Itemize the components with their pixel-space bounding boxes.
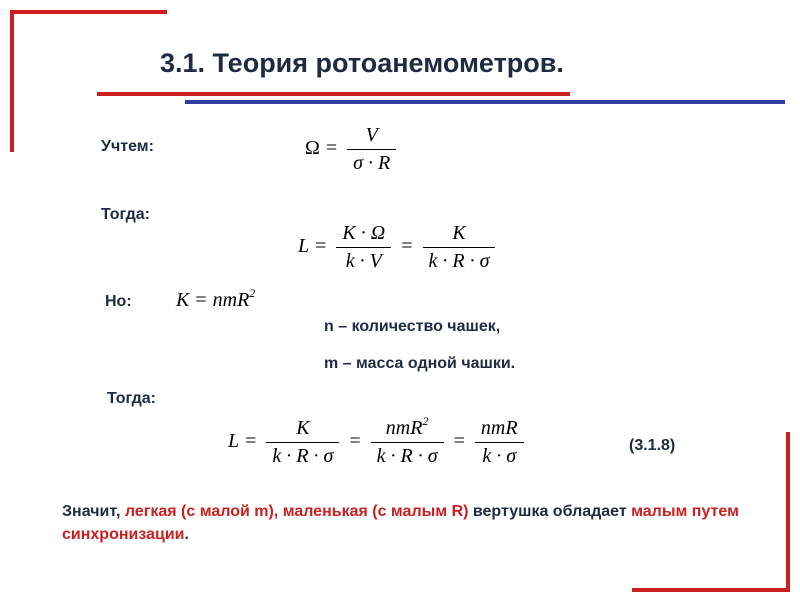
formula-length-numerator-1: K · Ω (336, 222, 391, 248)
formula-k-eq: = (195, 289, 207, 311)
conclusion-part-1: Значит, (62, 503, 125, 520)
formula-sync-fraction-1 (266, 417, 339, 468)
formula-sync-numerator-2-base: nmR (385, 417, 423, 439)
top-left-red-bar (10, 10, 167, 14)
formula-length-fraction-2 (423, 222, 496, 273)
equation-number: (3.1.8) (629, 437, 676, 454)
label-consider: Учтем: (101, 138, 154, 155)
formula-omega (305, 124, 400, 175)
slide-title: 3.1. Теория ротоанемометров. (160, 48, 564, 78)
conclusion-part-3: вертушка обладает (468, 503, 632, 520)
formula-sync-fraction-3 (475, 417, 524, 468)
formula-length (298, 222, 499, 273)
formula-k-exponent: 2 (249, 286, 256, 300)
label-then-2: Тогда: (107, 390, 156, 407)
note-n-cups: n – количество чашек, (324, 318, 501, 335)
formula-k (176, 286, 256, 312)
formula-length-numerator-2: K (423, 222, 496, 248)
formula-omega-lhs: Ω (305, 137, 320, 160)
note-m-mass: m – масса одной чашки. (324, 355, 516, 372)
conclusion-highlight-1: легкая (с малой m), маленькая (с малым R) (124, 503, 469, 520)
right-red-bar (786, 432, 790, 592)
label-but: Но: (105, 293, 132, 310)
formula-length-lhs: L (298, 235, 310, 258)
formula-sync-denominator-2: k · R · σ (376, 445, 438, 467)
formula-sync-numerator-2-exponent: 2 (422, 414, 429, 428)
label-then-1: Тогда: (101, 206, 150, 223)
title-underline-red (97, 92, 570, 96)
formula-length-eq2: = (401, 235, 413, 258)
conclusion-highlight-2: малым путем синхронизации (62, 503, 739, 543)
formula-sync-fraction-2 (371, 414, 444, 468)
formula-length-denominator-2: k · R · σ (428, 250, 490, 272)
formula-omega-numerator: V (347, 124, 396, 150)
formula-omega-denominator: σ · R (353, 152, 391, 174)
formula-k-lhs: K (176, 289, 190, 311)
title-underline-blue (185, 100, 785, 104)
formula-sync-numerator-2 (371, 414, 444, 443)
formula-sync-lhs: L (228, 430, 240, 453)
formula-sync-eq1: = (245, 430, 257, 453)
formula-length-denominator-1: k · V (345, 250, 382, 272)
formula-omega-fraction (347, 124, 396, 175)
formula-sync-denominator-3: k · σ (482, 445, 517, 467)
conclusion-part-5: . (184, 526, 189, 543)
formula-length-eq1: = (315, 235, 327, 258)
formula-sync-denominator-1: k · R · σ (272, 445, 334, 467)
formula-omega-eq: = (325, 137, 338, 160)
conclusion-text (62, 500, 742, 546)
formula-length-fraction-1 (336, 222, 391, 273)
formula-sync-numerator-3: nmR (475, 417, 524, 443)
left-red-bar (10, 10, 14, 152)
formula-synchronization (228, 414, 528, 468)
formula-sync-eq2: = (349, 430, 361, 453)
formula-sync-eq3: = (453, 430, 465, 453)
bottom-red-bar (632, 588, 790, 592)
formula-sync-numerator-1: K (266, 417, 339, 443)
formula-k-rhs: nmR (212, 289, 250, 311)
